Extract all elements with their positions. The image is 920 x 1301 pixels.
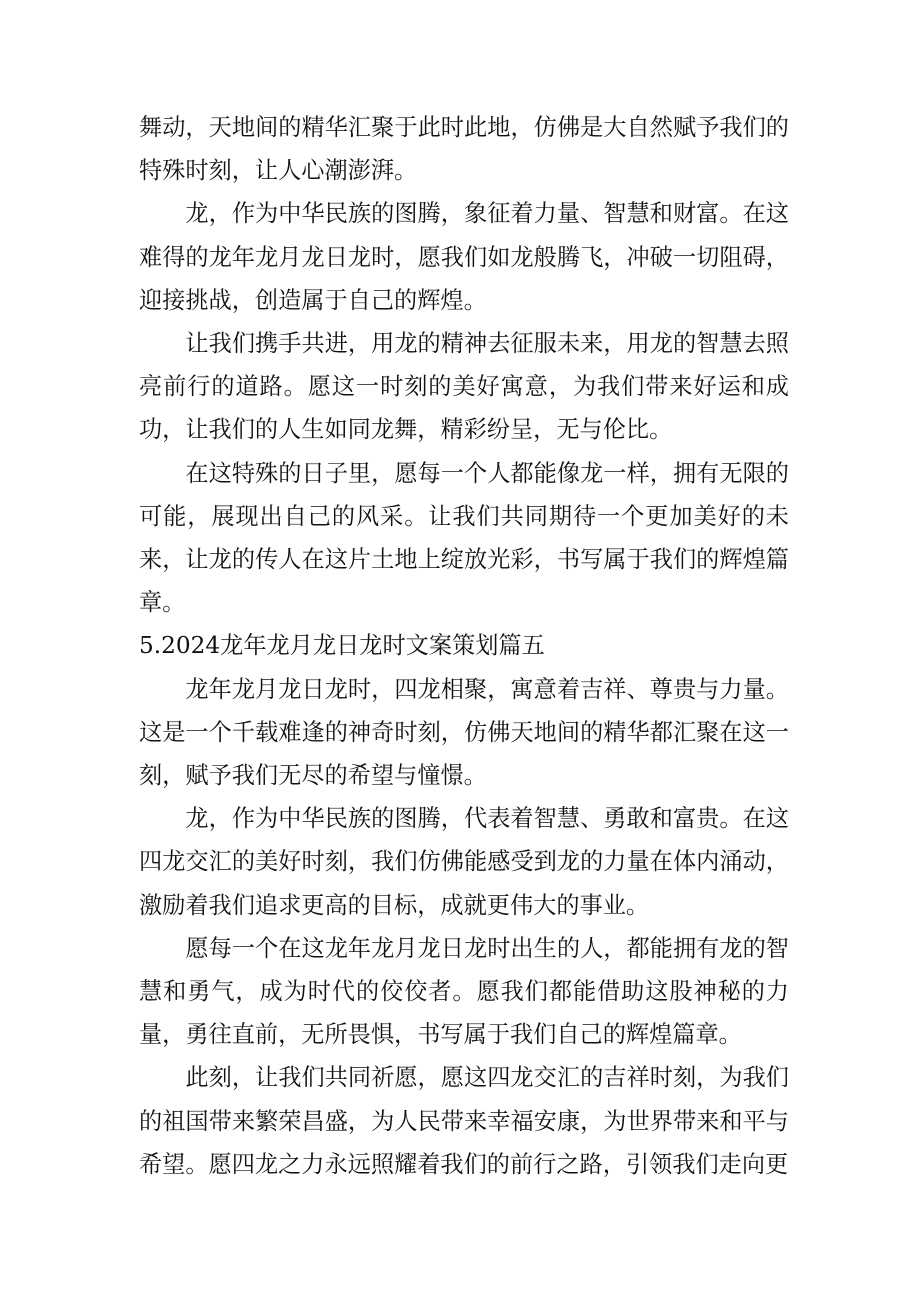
paragraph: 龙，作为中华民族的图腾，象征着力量、智慧和财富。在这难得的龙年龙月龙日龙时，愿我们如龙般腾飞，冲破一切阻碍，迎接挑战，创造属于自己的辉煌。 [139, 200, 789, 314]
paragraph: 让我们携手共进，用龙的精神去征服未来，用龙的智慧去照亮前行的道路。愿这一时刻的美好寓意，为我们带来好运和成功，让我们的人生如同龙舞，精彩纷呈，无与伦比。 [139, 330, 789, 444]
document-body [139, 106, 789, 1186]
paragraph: 龙，作为中华民族的图腾，代表着智慧、勇敢和富贵。在这四龙交汇的美好时刻，我们仿佛能感受到龙的力量在体内涌动，激励着我们追求更高的目标，成就更伟大的事业。 [139, 805, 789, 919]
paragraph: 龙年龙月龙日龙时，四龙相聚，寓意着吉祥、尊贵与力量。这是一个千载难逢的神奇时刻，仿佛天地间的精华都汇聚在这一刻，赋予我们无尽的希望与憧憬。 [139, 675, 789, 790]
section-heading: 5.2024龙年龙月龙日龙时文案策划篇五 [139, 632, 545, 660]
paragraph-continuation: 舞动，天地间的精华汇聚于此时此地，仿佛是大自然赋予我们的特殊时刻，让人心潮澎湃。 [139, 114, 789, 185]
paragraph: 愿每一个在这龙年龙月龙日龙时出生的人，都能拥有龙的智慧和勇气，成为时代的佼佼者。愿我们都能借助这股神秘的力量，勇往直前，无所畏惧，书写属于我们自己的辉煌篇章。 [139, 934, 789, 1049]
paragraph: 在这特殊的日子里，愿每一个人都能像龙一样，拥有无限的可能，展现出自己的风采。让我们共同期待一个更加美好的未来，让龙的传人在这片土地上绽放光彩，书写属于我们的辉煌篇章。 [139, 459, 789, 617]
paragraph: 此刻，让我们共同祈愿，愿这四龙交汇的吉祥时刻，为我们的祖国带来繁荣昌盛，为人民带来幸福安康，为世界带来和平与希望。愿四龙之力永远照耀着我们的前行之路，引领我们走向更 [139, 1064, 789, 1178]
